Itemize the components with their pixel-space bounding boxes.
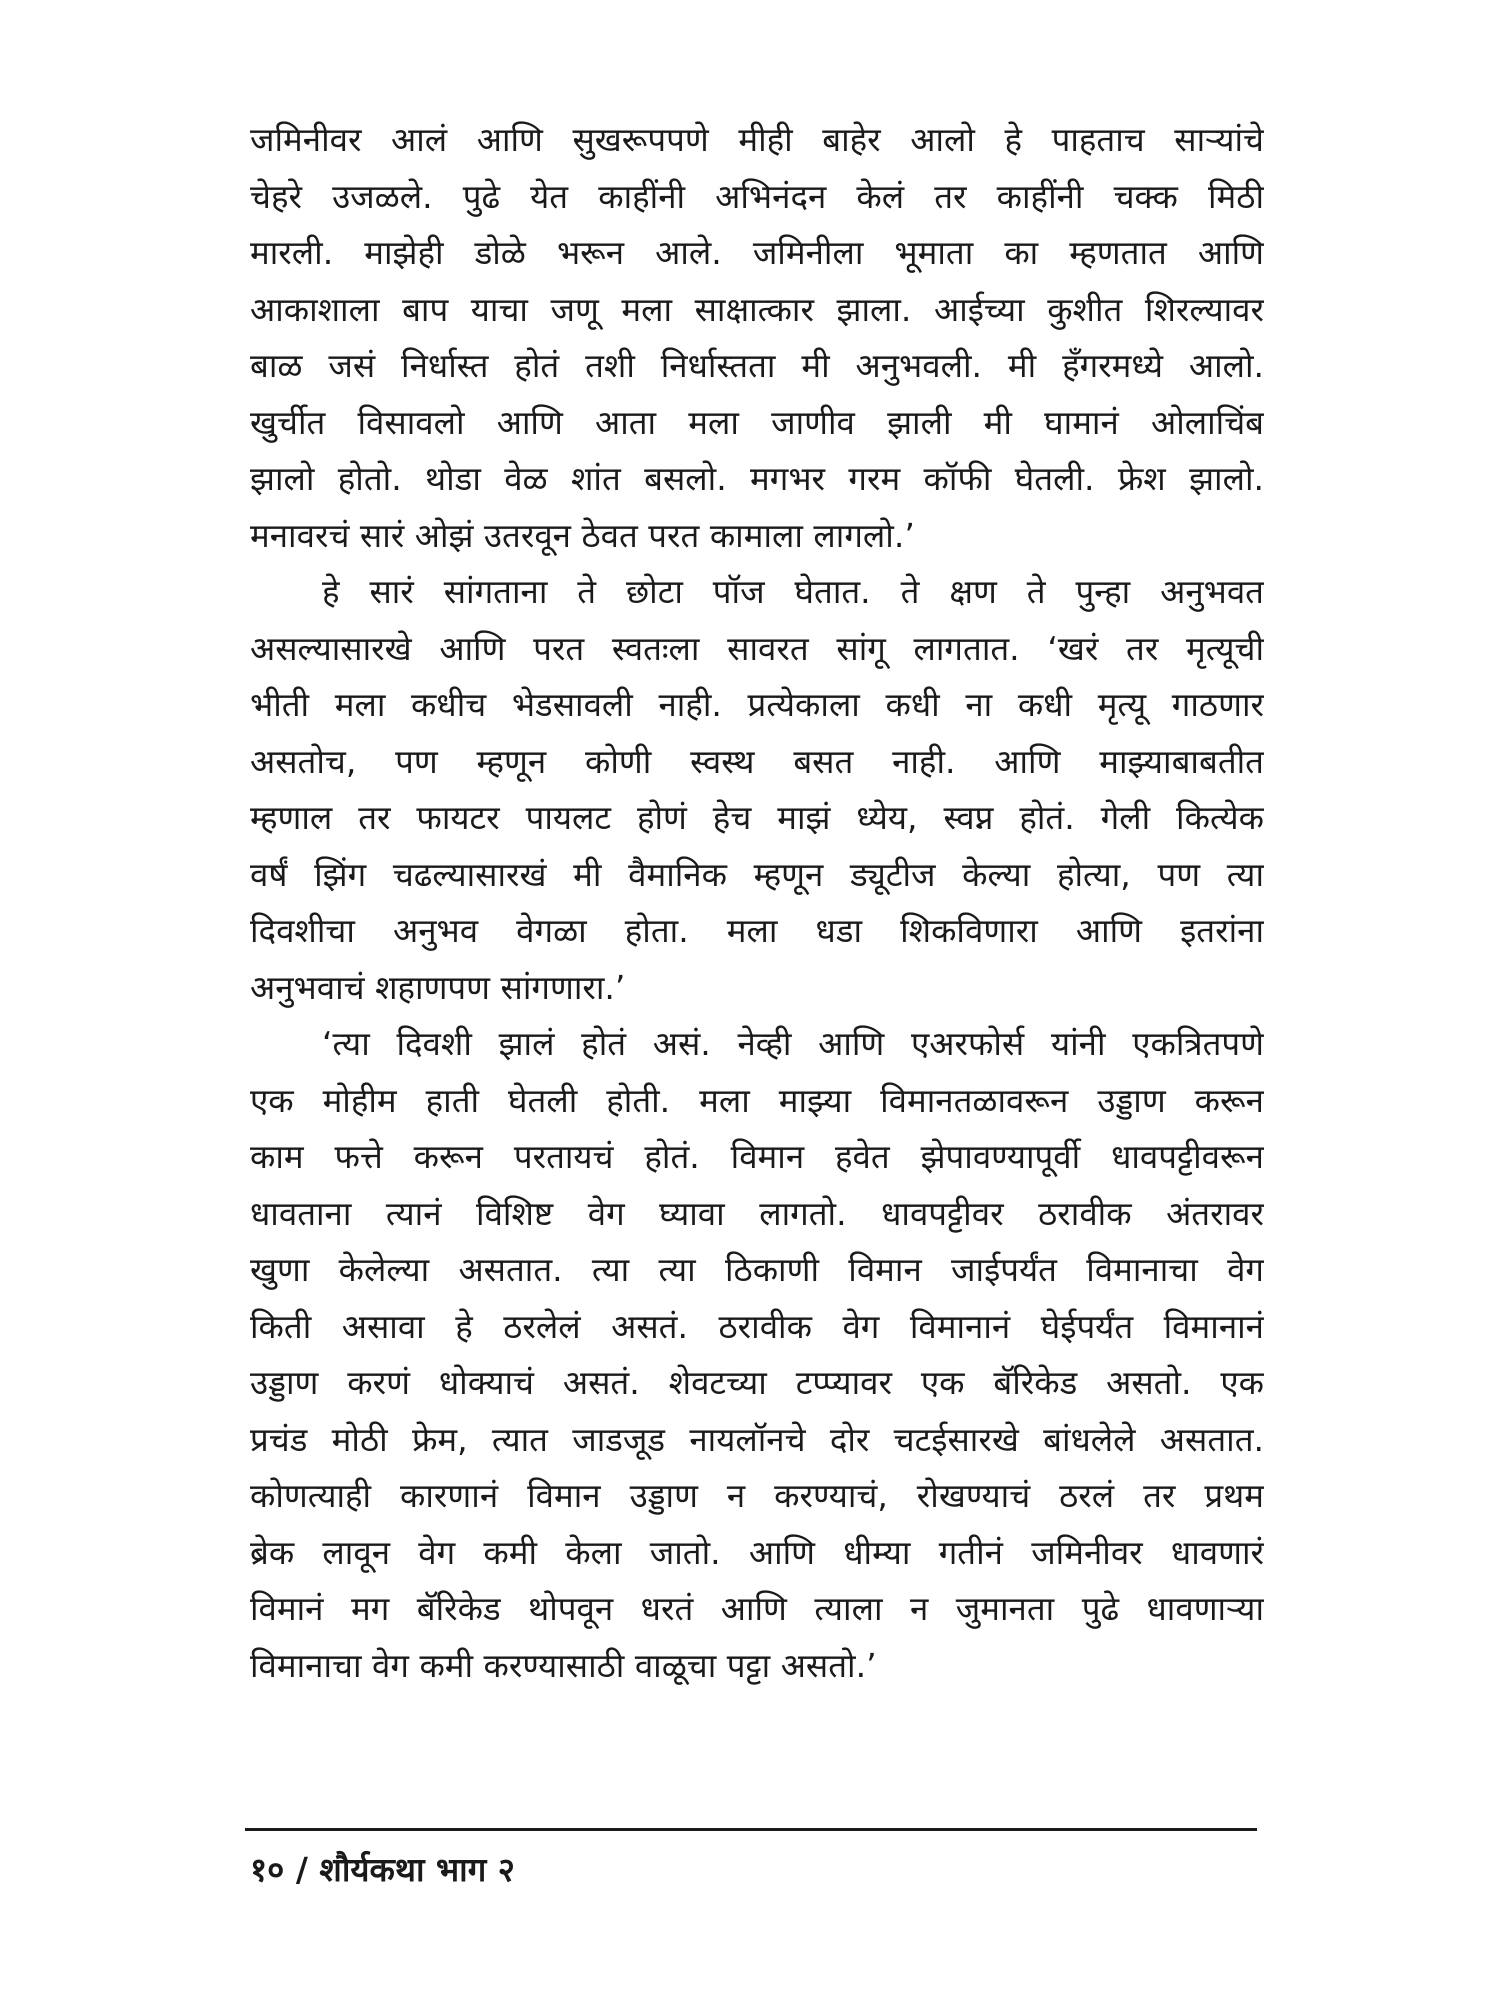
text-line: प्रचंड मोठी फ्रेम, त्यात जाडजूड नायलॉनचे दोर चटईसारखे बांधलेले असतात.: [250, 1419, 1264, 1459]
footer-divider: [245, 1828, 1257, 1831]
text-line: काम फत्ते करून परतायचं होतं. विमान हवेत झेपावण्यापूर्वी धावपट्टीवरून: [250, 1137, 1264, 1176]
book-title: शौर्यकथा भाग २: [319, 1850, 515, 1889]
page-body: [250, 112, 1264, 1892]
text-line: दिवशीचा अनुभव वेगळा होता. मला धडा शिकविणारा आणि इतरांना: [250, 911, 1264, 950]
text-line: हे सारं सांगताना ते छोटा पॉज घेतात. ते क्षण ते पुन्हा अनुभवत: [322, 572, 1264, 611]
text-line: म्हणाल तर फायटर पायलट होणं हेच माझं ध्येय, स्वप्न होतं. गेली कित्येक: [250, 798, 1264, 837]
text-line: उड्डाण करणं धोक्याचं असतं. शेवटच्या टप्प्यावर एक बॅरिकेड असतो. एक: [250, 1363, 1264, 1402]
text-line: विमानाचा वेग कमी करण्यासाठी वाळूचा पट्टा असतो.’: [250, 1645, 877, 1685]
text-line: धावताना त्यानं विशिष्ट वेग घ्यावा लागतो. धावपट्टीवर ठरावीक अंतरावर: [250, 1193, 1264, 1233]
text-line: असतोच, पण म्हणून कोणी स्वस्थ बसत नाही. आणि माझ्याबाबतीत: [250, 741, 1264, 781]
paragraph-1: [250, 112, 1264, 564]
text-line: भीती मला कधीच भेडसावली नाही. प्रत्येकाला कधी ना कधी मृत्यू गाठणार: [250, 685, 1264, 724]
text-line: झालो होतो. थोडा वेळ शांत बसलो. मगभर गरम कॉफी घेतली. फ्रेश झालो.: [250, 459, 1264, 498]
text-line: विमानं मग बॅरिकेड थोपवून धरतं आणि त्याला न जुमानता पुढे धावणाऱ्या: [250, 1589, 1264, 1628]
text-line: खुर्चीत विसावलो आणि आता मला जाणीव झाली मी घामानं ओलाचिंब: [250, 402, 1264, 442]
text-line: चेहरे उजळले. पुढे येत काहींनी अभिनंदन केलं तर काहींनी चक्क मिठी: [250, 176, 1264, 216]
text-line: ब्रेक लावून वेग कमी केला जातो. आणि धीम्या गतीनं जमिनीवर धावणारं: [250, 1532, 1264, 1572]
text-line: असल्यासारखे आणि परत स्वतःला सावरत सांगू लागतात. ‘खरं तर मृत्यूची: [250, 628, 1264, 668]
text-line: एक मोहीम हाती घेतली होती. मला माझ्या विमानतळावरून उड्डाण करून: [250, 1080, 1264, 1120]
text-line: खुणा केलेल्या असतात. त्या त्या ठिकाणी विमान जाईपर्यंत विमानाचा वेग: [250, 1250, 1264, 1289]
paragraph-3: [250, 1016, 1264, 1694]
text-line: जमिनीवर आलं आणि सुखरूपपणे मीही बाहेर आलो हे पाहताच साऱ्यांचे: [250, 120, 1264, 159]
text-line: ‘त्या दिवशी झालं होतं असं. नेव्ही आणि एअरफोर्स यांनी एकत्रितपणे: [322, 1024, 1264, 1063]
text-line: कोणत्याही कारणानं विमान उड्डाण न करण्याचं, रोखण्याचं ठरलं तर प्रथम: [250, 1476, 1264, 1515]
text-line: किती असावा हे ठरलेलं असतं. ठरावीक वेग विमानानं घेईपर्यंत विमानानं: [250, 1306, 1264, 1346]
text-line: मारली. माझेही डोळे भरून आले. जमिनीला भूमाता का म्हणतात आणि: [250, 233, 1264, 272]
text-line: बाळ जसं निर्धास्त होतं तशी निर्धास्तता मी अनुभवली. मी हँगरमध्ये आलो.: [250, 346, 1264, 385]
text-line: अनुभवाचं शहाणपण सांगणारा.’: [250, 967, 626, 1007]
footer-separator: /: [295, 1850, 308, 1889]
text-line: मनावरचं सारं ओझं उतरवून ठेवत परत कामाला लागलो.’: [250, 515, 915, 555]
page-number: १०: [250, 1850, 285, 1889]
text-line: आकाशाला बाप याचा जणू मला साक्षात्कार झाला. आईच्या कुशीत शिरल्यावर: [250, 289, 1264, 329]
text-line: वर्षं झिंग चढल्यासारखं मी वैमानिक म्हणून ड्यूटीज केल्या होत्या, पण त्या: [250, 854, 1264, 894]
paragraph-2: [250, 564, 1264, 1016]
page-footer: [250, 1848, 515, 1892]
